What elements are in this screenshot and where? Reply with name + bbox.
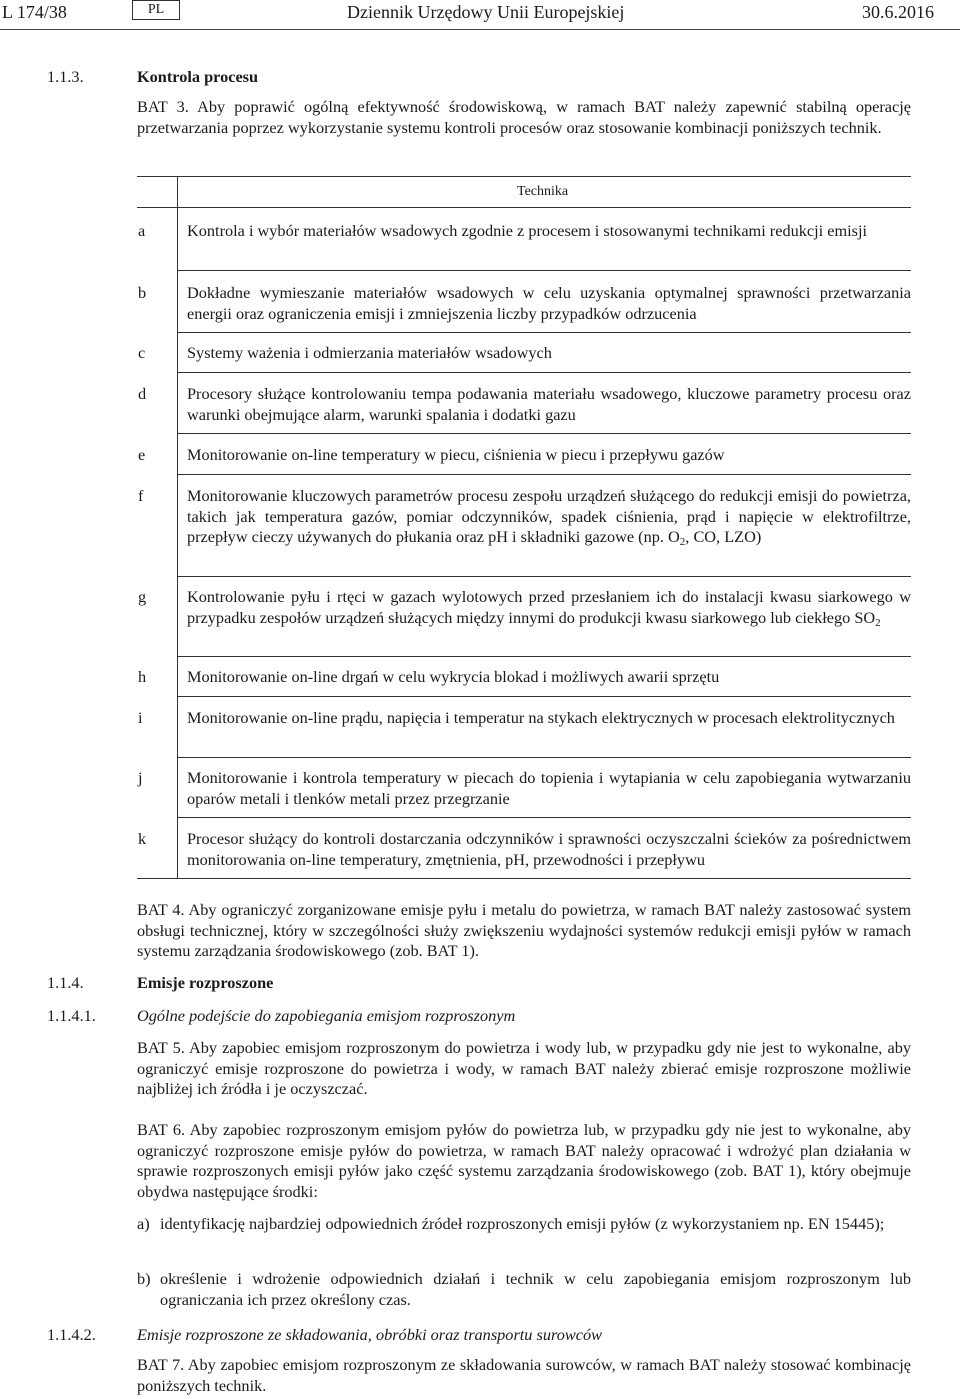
row-letter: d [138, 384, 147, 403]
row-divider [177, 433, 911, 434]
table-column-divider [177, 176, 178, 878]
subsection-title: Emisje rozproszone ze składowania, obróbki oraz transportu surowców [137, 1325, 602, 1344]
row-letter: c [138, 343, 146, 362]
row-divider [177, 474, 911, 475]
row-text: Monitorowanie on-line drgań w celu wykrycia blokad i możliwych awarii sprzętu [187, 667, 720, 686]
row-text-part: Kontrolowanie pyłu i rtęci w gazach wylotowych przed przesłaniem ich do instalacji kwasu siarkowego w przypadku zespołów urządzeń służących między innymi do produkcji kwasu siarkowego lub ciekłego SO [187, 587, 911, 627]
list-item: identyfikację najbardziej odpowiednich źródeł rozproszonych emisji pyłów (z wykorzystaniem np. EN 15445); [160, 1214, 885, 1233]
page-reference: L 174/38 [2, 2, 67, 22]
row-text: Procesory służące kontrolowaniu tempa podawania materiału wsadowego, kluczowe parametry procesu oraz warunki obejmujące alarm, warunki spalania i dodatki gazu [187, 384, 911, 424]
row-letter: a [138, 221, 146, 240]
row-letter: i [138, 708, 143, 727]
table-bottom-rule [137, 878, 911, 879]
bat4-paragraph: BAT 4. Aby ograniczyć zorganizowane emisje pyłu i metalu do powietrza, w ramach BAT należy zastosować system obsługi technicznej, który w szczególności służy zwiększeniu wydajności systemów redukcji emisji pyłów w ramach systemu zarządzania środowiskowego (zob. BAT 1). [137, 900, 911, 960]
bat7-paragraph: BAT 7. Aby zapobiec emisjom rozproszonym ze składowania surowców, w ramach BAT należy stosować kombinację poniższych technik. [137, 1355, 911, 1395]
row-divider [177, 696, 911, 697]
row-divider [177, 757, 911, 758]
subsection-number: 1.1.4.1. [47, 1006, 96, 1025]
section-title: Emisje rozproszone [137, 973, 274, 992]
row-text: Kontrola i wybór materiałów wsadowych zgodnie z procesem i stosowanymi technikami redukcji emisji [187, 221, 868, 240]
row-text: Monitorowanie on-line temperatury w piecu, ciśnienia w piecu i przepływu gazów [187, 445, 725, 464]
row-text-part: Monitorowanie kluczowych parametrów procesu zespołu urządzeń służącego do redukcji emisji do powietrza, takich jak temperatura gazów, pomiar odczynników, spadek ciśnienia, prąd i napięcie w elektrofiltrze, przepływ cieczy używanych do płukania oraz pH i składniki gazowe (np. O [187, 486, 911, 546]
table-top-rule [137, 176, 911, 177]
row-text: Monitorowanie on-line prądu, napięcia i temperatur na stykach elektrycznych w procesach elektrolitycznych [187, 708, 895, 727]
row-letter: j [138, 768, 143, 787]
row-letter: e [138, 445, 146, 464]
list-item: określenie i wdrożenie odpowiednich działań i technik w celu zapobiegania emisjom rozproszonym lub ograniczania ich przez określony czas. [160, 1269, 911, 1309]
bat6-paragraph: BAT 6. Aby zapobiec rozproszonym emisjom pyłów do powietrza lub, w przypadku gdy nie jest to wykonalne, aby ograniczyć rozproszone emisje pyłów do powietrza, w ramach BAT należy opracować i wdrożyć plan działania w sprawie rozproszonych emisji pyłów jako część systemu zarządzania środowiskowego (zob. BAT 1), który obejmuje obydwa następujące środki: [137, 1120, 911, 1201]
header-rule [0, 29, 960, 30]
row-text: Dokładne wymieszanie materiałów wsadowych w celu uzyskania optymalnej sprawności przetwarzania energii oraz ograniczenia emisji i zmniejszenia liczby przypadków odrzucenia [187, 283, 911, 323]
section-number: 1.1.4. [47, 973, 84, 992]
row-text: Procesor służący do kontroli dostarczania odczynników i sprawności oczyszczalni ścieków za pośrednictwem monitorowania on-line temperatury, zmętnienia, pH, przewodności i przepływu [187, 829, 911, 869]
subsection-number: 1.1.4.2. [47, 1325, 96, 1344]
bat3-paragraph: BAT 3. Aby poprawić ogólną efektywność środowiskową, w ramach BAT należy zapewnić stabilną operację przetwarzania poprzez wykorzystanie systemu kontroli procesów oraz stosowanie kombinacji poniższych technik. [137, 97, 911, 137]
list-label: b) [137, 1269, 151, 1288]
journal-title: Dziennik Urzędowy Unii Europejskiej [347, 2, 625, 22]
publication-date: 30.6.2016 [862, 2, 934, 22]
subsection-title: Ogólne podejście do zapobiegania emisjom rozproszonym [137, 1006, 516, 1025]
row-text: Monitorowanie i kontrola temperatury w piecach do topienia i wytapiania w celu zapobiegania wytwarzaniu oparów metali i tlenków metali przez przegrzanie [187, 768, 911, 808]
row-letter: f [138, 486, 144, 505]
table-header-rule [137, 207, 911, 208]
list-label: a) [137, 1214, 150, 1233]
row-text: Systemy ważenia i odmierzania materiałów wsadowych [187, 343, 552, 362]
row-divider [177, 656, 911, 657]
language-badge: PL [132, 0, 180, 20]
subscript: 2 [679, 536, 686, 548]
row-letter: k [138, 829, 147, 848]
bat5-paragraph: BAT 5. Aby zapobiec emisjom rozproszonym do powietrza i wody lub, w przypadku gdy nie jest to wykonalne, aby ograniczyć emisje rozproszone do powietrza i wody, w ramach BAT należy zbierać emisje rozproszone możliwie najbliżej ich źródła i je oczyszczać. [137, 1038, 911, 1098]
row-divider [177, 817, 911, 818]
row-divider [177, 576, 911, 577]
subscript: 2 [875, 616, 881, 629]
section-title: Kontrola procesu [137, 67, 259, 86]
row-text-part: , CO, LZO) [685, 527, 762, 546]
row-text [187, 486, 911, 553]
row-letter: b [138, 283, 147, 302]
row-text [187, 587, 911, 633]
row-divider [177, 270, 911, 271]
section-number: 1.1.3. [47, 67, 84, 86]
row-letter: g [138, 587, 147, 606]
row-divider [177, 332, 911, 333]
table-column-header: Technika [517, 184, 569, 199]
row-letter: h [138, 667, 147, 686]
row-divider [177, 372, 911, 373]
